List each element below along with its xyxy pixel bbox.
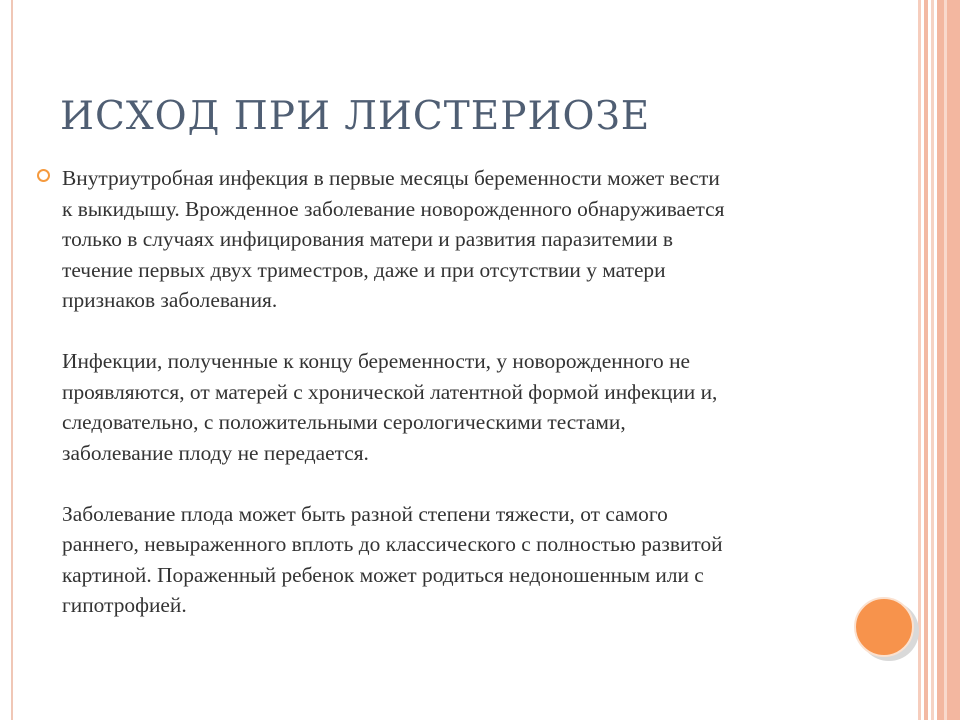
right-stripe — [931, 0, 934, 720]
right-stripe — [937, 0, 960, 720]
right-stripe — [944, 0, 947, 720]
paragraph-2-line: следовательно, с положительными серологическими тестами, — [62, 410, 626, 434]
paragraph-2-line: Инфекции, полученные к концу беременности, у новорожденного не — [62, 349, 691, 373]
paragraph-2-line: проявляются, от матерей с хронической латентной формой инфекции и, — [62, 379, 718, 404]
paragraph-3-line: раннего, невыраженного вплоть до классического с полностью развитой — [62, 532, 723, 556]
paragraph-spacer — [62, 468, 892, 499]
paragraph-1-line: течение первых двух триместров, даже и при отсутствии у матери — [62, 257, 666, 282]
decorative-orange-circle-icon — [854, 597, 914, 657]
paragraph-1-line: признаков заболевания. — [62, 288, 278, 312]
paragraph-2-line: заболевание плоду не передается. — [62, 440, 369, 465]
paragraph-1-line: Внутриутробная инфекция в первые месяцы беременности может вести — [62, 166, 720, 190]
slide-body — [62, 163, 892, 621]
bullet-circle-icon — [37, 169, 50, 182]
slide-title: ИСХОД ПРИ ЛИСТЕРИОЗЕ — [60, 94, 651, 139]
paragraph-3-line: Заболевание плода может быть разной степени тяжести, от самого — [62, 501, 668, 526]
right-stripe — [918, 0, 921, 720]
paragraph-1-line: только в случаях инфицирования матери и развития паразитемии в — [62, 227, 673, 251]
right-stripe — [924, 0, 928, 720]
paragraph-1-line: к выкидышу. Врожденное заболевание новорожденного обнаруживается — [62, 196, 725, 221]
left-border-line — [11, 0, 13, 720]
paragraph-3-line: картиной. Пораженный ребенок может родиться недоношенным или с — [62, 562, 704, 587]
paragraph-3-line: гипотрофией. — [62, 593, 187, 617]
paragraph-spacer — [62, 316, 892, 347]
